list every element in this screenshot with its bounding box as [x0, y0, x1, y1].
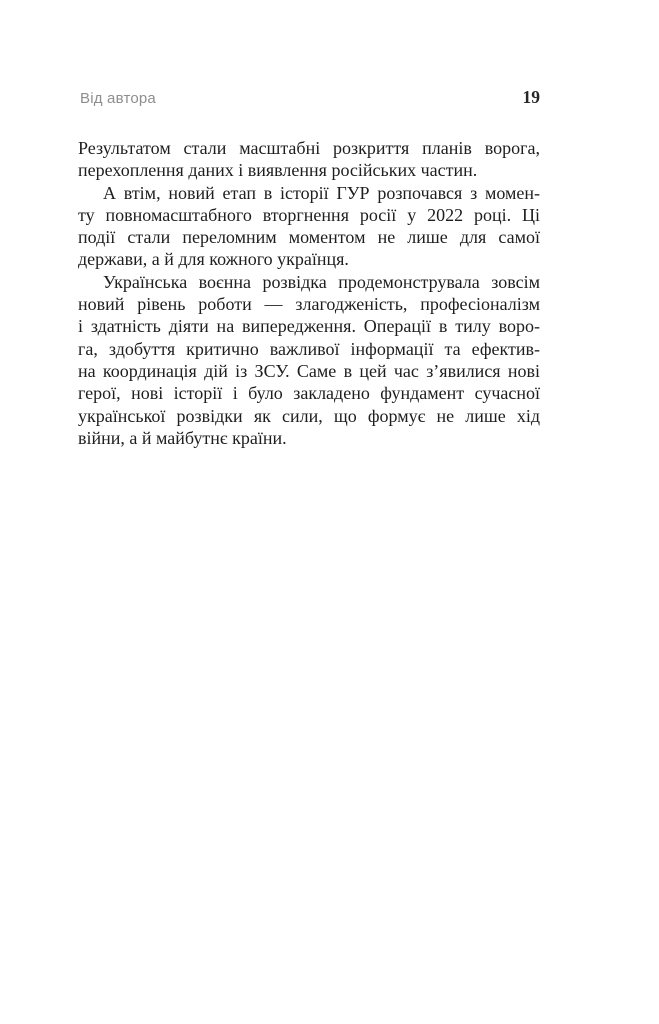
paragraph [78, 137, 540, 182]
text-line: герої, нові історії і було закладено фундамент сучасної [78, 383, 540, 404]
paragraph [78, 271, 540, 449]
text-line: Українська воєнна розвідка продемонструвала зовсім [103, 271, 540, 292]
text-line: новий рівень роботи — злагодженість, професіоналізм [78, 294, 540, 315]
text-line: війни, а й майбутнє країни. [78, 427, 287, 448]
chapter-title-running-head: Від автора [80, 90, 156, 107]
paragraph [78, 182, 540, 271]
text-line: ту повномасштабного вторгнення росії у 2022 році. Ці [78, 204, 540, 225]
text-line: держави, а й для кожного українця. [78, 249, 349, 270]
text-line: української розвідки як сили, що формує не лише хід [78, 405, 540, 426]
text-line: А втім, новий етап в історії ГУР розпочався з момен- [103, 182, 540, 203]
text-line: події стали переломним моментом не лише для самої [78, 227, 540, 248]
text-line: Результатом стали масштабні розкриття планів ворога, [78, 138, 540, 158]
text-line: га, здобуття критично важливої інформації та ефектив- [78, 338, 540, 359]
running-header [80, 87, 540, 109]
text-line: перехоплення даних і виявлення російських частин. [78, 160, 478, 181]
body-text [78, 137, 540, 449]
text-line: на координація дій із ЗСУ. Саме в цей час з’явилися нові [78, 360, 540, 381]
page-number: 19 [522, 87, 540, 107]
text-line: і здатність діяти на випередження. Операції в тилу воро- [78, 316, 540, 337]
